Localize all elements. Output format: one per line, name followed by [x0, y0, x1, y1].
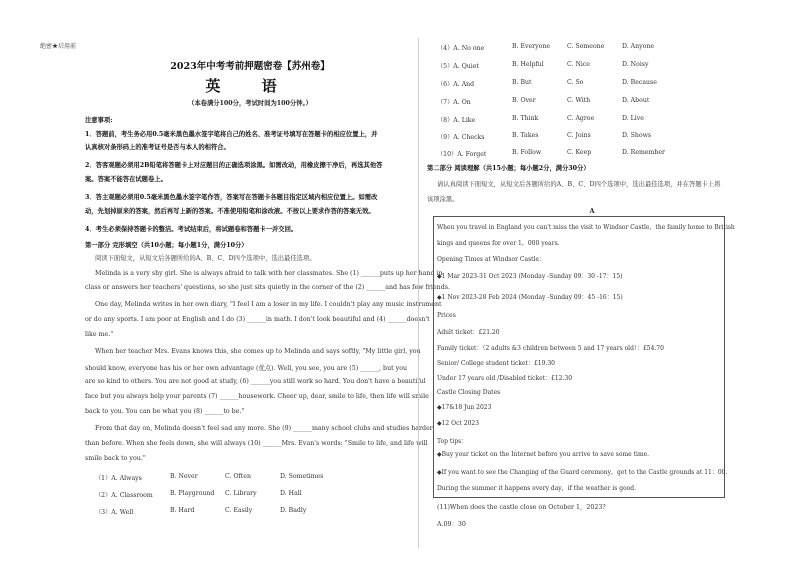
option-c[interactable]: C. Joins: [567, 132, 591, 139]
part2-instruction: 该项涂黑。: [427, 196, 459, 203]
option-b[interactable]: B. Playground: [170, 490, 215, 497]
box-line: ◆1 Mar 2023-31 Oct 2023 (Monday -Sunday 09：30 -17：15): [437, 273, 623, 280]
option-a[interactable]: （10）A. Forget: [437, 151, 487, 158]
box-line: Adult ticket：£21.20: [437, 329, 500, 336]
option-d[interactable]: D. Remember: [622, 149, 665, 156]
option-c[interactable]: C. With: [567, 97, 591, 104]
passage-line: or do any sports. I am poor at English and I do (3) ______in math. I don't look beautiful and (4) ______doesn't: [85, 316, 430, 323]
option-d[interactable]: D. Badly: [280, 507, 307, 514]
option-b[interactable]: B. Takes: [512, 132, 539, 139]
box-line: Family ticket：（2 adults &3 children between 5 and 17 years old）：£54.70: [437, 345, 664, 352]
part2-heading: 第二部分 阅读理解（共15小题；每小题2分，满分30分）: [427, 165, 590, 172]
option-a[interactable]: （5）A. Quiet: [437, 63, 479, 70]
passage-line: than before. When she feels down, she will always (10) ______Mrs. Evan's words: "Smile to life, and life will: [85, 440, 428, 447]
box-line: Prices: [437, 312, 456, 319]
notice-item: 动，先划掉原来的答案，然后再写上新的答案。不准使用铅笔和涂改液。不按以上要求作答的答案无效。: [85, 208, 375, 215]
option-a[interactable]: （1）A. Always: [95, 475, 142, 482]
passage-line: back to you. You can be what you (8) ______to be.": [85, 408, 245, 415]
option-c[interactable]: C. Agree: [567, 115, 595, 122]
notice-item: 4．考生必须保持答题卡的整洁。考试结束后，将试题卷和答题卡一并交回。: [85, 226, 298, 233]
notice-item: 3．答主观题必须用0.5毫米黑色墨水签字笔作答，答案写在答题卡各题目指定区域内相应位置上。如需改: [85, 194, 378, 201]
option-b[interactable]: B. Helpful: [512, 61, 544, 68]
box-line: When you travel in England you can't miss the visit to Windsor Castle，the family home to British: [437, 224, 735, 231]
option-c[interactable]: C. So: [567, 79, 584, 86]
box-line: ◆17&18 Jun 2023: [437, 404, 492, 411]
option-c[interactable]: C. Often: [225, 473, 251, 480]
box-line: Castle Closing Dates: [437, 389, 501, 396]
passage-line: are so kind to others. You are not good at study, (6) ______you still work so hard. You don't have a beautiful: [85, 378, 426, 385]
secret-label: 绝密★启用前: [40, 43, 77, 50]
option-d[interactable]: D. Hall: [280, 490, 302, 497]
option-a[interactable]: （6）A. And: [437, 81, 475, 88]
option-c[interactable]: C. Nice: [567, 61, 590, 68]
option-b[interactable]: B. Never: [170, 473, 198, 480]
passage-line: face but you always help your parents (7) ______housework. Cheer up, dear, smile to life, then life will smile: [85, 393, 429, 400]
scoring-note: （本卷满分100分，考试时间为100分钟。）: [188, 100, 312, 107]
box-line: Opening Times at Windsor Castle：: [437, 256, 546, 263]
notice-item: 案。答案不能答在试题卷上。: [85, 176, 167, 183]
question-11: (11)When does the castle close on October 1，2023?: [437, 504, 606, 511]
box-line: During the summer it happens every day，if the weather is good.: [437, 485, 637, 492]
option-d[interactable]: D. Shows: [622, 132, 652, 139]
option-c[interactable]: C. Easily: [225, 507, 253, 514]
option-a[interactable]: （4）A. No one: [437, 45, 485, 52]
passage-line: class or answers her teachers' questions, so she just sits quietly in the corner of the (2) ______and has few friends.: [85, 284, 450, 291]
option-b[interactable]: B. Over: [512, 97, 536, 104]
option-b[interactable]: B. But: [512, 79, 532, 86]
notice-item: 1．答题前，考生务必用0.5毫米黑色墨水签字笔将自己的姓名、准考证号填写在答题卡的相应位置上，并: [85, 131, 378, 138]
option-b[interactable]: B. Everyone: [512, 43, 550, 50]
option-d[interactable]: D. Sometimes: [280, 473, 324, 480]
option-d[interactable]: D. Live: [622, 115, 644, 122]
passage-line: smile back to you.": [85, 455, 146, 462]
option-d[interactable]: D. Because: [622, 79, 657, 86]
part2-instruction: 请认真阅读下面短文，从短文后各题所给的A、B、C、D四个选项中，选出最佳选项，并在答题卡上将: [437, 181, 721, 188]
box-line: ◆Buy your ticket on the Internet before you arrive to save some time.: [437, 451, 650, 458]
notice-heading: 注意事项:: [85, 117, 113, 124]
option-b[interactable]: B. Hard: [170, 507, 195, 514]
option-d[interactable]: D. Noisy: [622, 61, 649, 68]
notice-item: 认真核对条形码上的准考证号是否与本人的相符合。: [85, 144, 230, 151]
passage-line: From that day on, Melinda doesn't feel sad any more. She (9) ______many school clubs and studies harder: [95, 425, 433, 432]
passage-line: One day, Melinda writes in her own diary, "I feel I am a loser in my life. I couldn't play any music instrument: [95, 301, 442, 308]
option-d[interactable]: D. About: [622, 97, 650, 104]
box-line: ◆12 Oct 2023: [437, 420, 480, 427]
option-a[interactable]: （3）A. Well: [95, 509, 134, 516]
option-a[interactable]: （2）A. Classroom: [95, 492, 153, 499]
passage-line: should know, everyone has his or her own advantage (优点). Well, you see, you are (5) ______, but you: [85, 365, 408, 372]
part1-instruction: 阅读下面短文，从短文后各题所给的A、B、C、D四个选项中，选出最佳选项。: [95, 255, 316, 262]
box-line: Under 17 years old /Disabled ticket：£12.30: [437, 375, 573, 382]
option-c[interactable]: C. Keep: [567, 149, 592, 156]
column-divider: [418, 38, 419, 548]
box-line: ◆If you want to see the Changing of the Guard ceremony，get to the Castle grounds at 11：00.: [437, 469, 728, 476]
option-d[interactable]: D. Anyone: [622, 43, 654, 50]
option-c[interactable]: C. Someone: [567, 43, 605, 50]
option-a[interactable]: （8）A. Like: [437, 117, 476, 124]
notice-item: 2．答客观题必须用2B铅笔将答题卡上对应题目的正确选项涂黑。如需改动，用橡皮擦干净后，再选其他答: [85, 162, 383, 169]
box-line: ◆1 Nov 2023-28 Feb 2024 (Monday -Sunday 09：45 -16：15): [437, 294, 623, 301]
exam-title: 2023年中考考前押题密卷【苏州卷】: [170, 61, 330, 72]
part1-heading: 第一部分 完形填空（共10小题；每小题1分，满分10分）: [85, 242, 248, 249]
option-a[interactable]: （7）A. On: [437, 99, 471, 106]
subject-title: 英 语: [205, 77, 295, 95]
passage-line: like me.": [85, 331, 114, 338]
option-b[interactable]: B. Follow: [512, 149, 542, 156]
answer-option-a[interactable]: A.09：30: [437, 521, 466, 528]
option-c[interactable]: C. Library: [225, 490, 257, 497]
option-a[interactable]: （9）A. Checks: [437, 134, 485, 141]
passage-label: A: [589, 207, 595, 215]
passage-line: Melinda is a very shy girl. She is always afraid to talk with her classmates. She (1) ______puts up her hand in: [95, 270, 443, 277]
box-line: kings and queens for over 1，000 years.: [437, 240, 560, 247]
box-line: Senior/ College student ticket：£19.30: [437, 360, 555, 367]
option-b[interactable]: B. Think: [512, 115, 539, 122]
box-line: Top tips：: [437, 438, 468, 445]
passage-line: When her teacher Mrs. Evans knows this, she comes up to Melinda and says softly, "My little girl, you: [95, 348, 421, 355]
